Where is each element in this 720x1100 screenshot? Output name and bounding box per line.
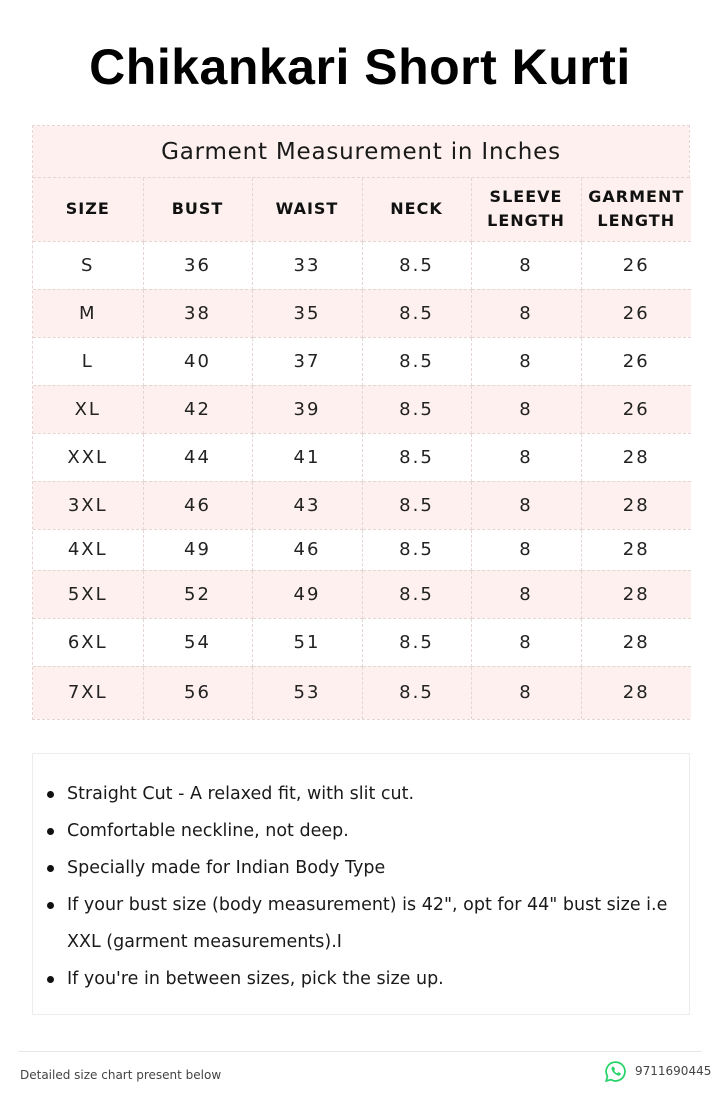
column-header (143, 178, 252, 241)
table-row (33, 385, 691, 433)
measurement-cell: 8.5 (362, 481, 471, 529)
column-header (581, 178, 691, 241)
table-caption: Garment Measurement in Inches (33, 126, 689, 178)
measurement-cell: 37 (252, 337, 362, 385)
measurement-cell: 8.5 (362, 618, 471, 666)
measurement-cell: 39 (252, 385, 362, 433)
table-row (33, 289, 691, 337)
bullet-icon (47, 976, 54, 983)
measurement-cell: 8 (471, 433, 581, 481)
note-text: Comfortable neckline, not deep. (67, 821, 349, 841)
measurement-cell: 26 (581, 385, 691, 433)
measurement-cell: 8 (471, 666, 581, 719)
bullet-icon (47, 791, 54, 798)
column-header (362, 178, 471, 241)
table-row (33, 241, 691, 289)
measurement-cell: 8.5 (362, 570, 471, 618)
note-item (47, 813, 679, 850)
size-cell: L (33, 337, 143, 385)
note-text: If you're in between sizes, pick the size up. (67, 969, 444, 989)
measurement-cell: 51 (252, 618, 362, 666)
footer-note: Detailed size chart present below (20, 1068, 222, 1082)
measurement-cell: 42 (143, 385, 252, 433)
footer-divider (18, 1051, 702, 1052)
measurement-cell: 8.5 (362, 337, 471, 385)
column-header-text: LENGTH (487, 211, 565, 231)
bullet-icon (47, 828, 54, 835)
measurement-cell: 28 (581, 618, 691, 666)
measurement-cell: 49 (143, 529, 252, 570)
measurement-cell: 8 (471, 570, 581, 618)
measurement-cell: 8.5 (362, 433, 471, 481)
column-header-text: LENGTH (597, 211, 676, 231)
note-item (47, 961, 679, 998)
size-cell: XL (33, 385, 143, 433)
measurement-cell: 8 (471, 289, 581, 337)
measurement-cell: 56 (143, 666, 252, 719)
column-header-text: WAIST (275, 199, 339, 219)
measurement-cell: 49 (252, 570, 362, 618)
measurement-cell: 8 (471, 385, 581, 433)
bullet-icon (47, 902, 54, 909)
note-item (47, 887, 679, 961)
table-row (33, 529, 691, 570)
measurement-cell: 46 (252, 529, 362, 570)
column-header-text: GARMENT (588, 187, 685, 207)
measurement-cell: 8.5 (362, 289, 471, 337)
column-header-text: SIZE (65, 199, 110, 219)
note-item (47, 776, 679, 813)
table-row (33, 618, 691, 666)
measurement-cell: 28 (581, 529, 691, 570)
column-header-text: SLEEVE (489, 187, 563, 207)
measurement-cell: 43 (252, 481, 362, 529)
measurement-cell: 54 (143, 618, 252, 666)
size-cell: S (33, 241, 143, 289)
measurement-cell: 8 (471, 337, 581, 385)
table-row (33, 666, 691, 719)
measurement-cell: 8 (471, 481, 581, 529)
column-header-text: BUST (171, 199, 224, 219)
measurement-cell: 46 (143, 481, 252, 529)
size-cell: XXL (33, 433, 143, 481)
measurement-cell: 8 (471, 529, 581, 570)
measurement-table (33, 178, 691, 719)
fit-notes-box (32, 753, 690, 1015)
measurement-cell: 40 (143, 337, 252, 385)
column-header (471, 178, 581, 241)
measurement-cell: 28 (581, 433, 691, 481)
page-title: Chikankari Short Kurti (89, 39, 631, 95)
measurement-cell: 35 (252, 289, 362, 337)
bullet-icon (47, 865, 54, 872)
column-header (252, 178, 362, 241)
note-text: If your bust size (body measurement) is 42", opt for 44" bust size i.e XXL (garment measurements).I (67, 895, 668, 952)
size-cell: 5XL (33, 570, 143, 618)
measurement-cell: 38 (143, 289, 252, 337)
measurement-cell: 53 (252, 666, 362, 719)
phone-number[interactable]: 9711690445 (635, 1064, 712, 1078)
size-cell: 4XL (33, 529, 143, 570)
measurement-cell: 28 (581, 570, 691, 618)
measurement-cell: 8 (471, 618, 581, 666)
whatsapp-contact[interactable] (604, 1059, 711, 1083)
measurement-cell: 28 (622, 682, 650, 704)
table-row (33, 481, 691, 529)
note-text: Straight Cut - A relaxed fit, with slit cut. (67, 784, 415, 804)
measurement-cell: 41 (252, 433, 362, 481)
table-row (33, 433, 691, 481)
table-header-row (33, 178, 691, 241)
note-text: Specially made for Indian Body Type (67, 858, 386, 878)
measurement-cell: 33 (252, 241, 362, 289)
note-item (47, 850, 679, 887)
measurement-cell: 36 (143, 241, 252, 289)
measurement-cell: 26 (581, 241, 691, 289)
whatsapp-icon (604, 1060, 627, 1083)
column-header-text: NECK (390, 199, 443, 219)
size-cell: 6XL (33, 618, 143, 666)
fit-notes-list (47, 776, 679, 998)
size-cell: 3XL (33, 481, 143, 529)
measurement-cell: 26 (581, 289, 691, 337)
measurement-cell: 8 (471, 241, 581, 289)
size-cell: 7XL (33, 666, 143, 719)
table-row (33, 337, 691, 385)
measurement-cell: 8.5 (362, 241, 471, 289)
measurement-cell: 28 (581, 481, 691, 529)
table-row (33, 570, 691, 618)
measurement-cell: 8.5 (362, 666, 471, 719)
size-cell: M (33, 289, 143, 337)
measurement-cell: 52 (143, 570, 252, 618)
size-chart-table (32, 125, 690, 720)
measurement-cell: 26 (581, 337, 691, 385)
measurement-cell: 44 (143, 433, 252, 481)
measurement-cell: 8.5 (362, 385, 471, 433)
measurement-cell: 8.5 (362, 529, 471, 570)
column-header (33, 178, 143, 241)
